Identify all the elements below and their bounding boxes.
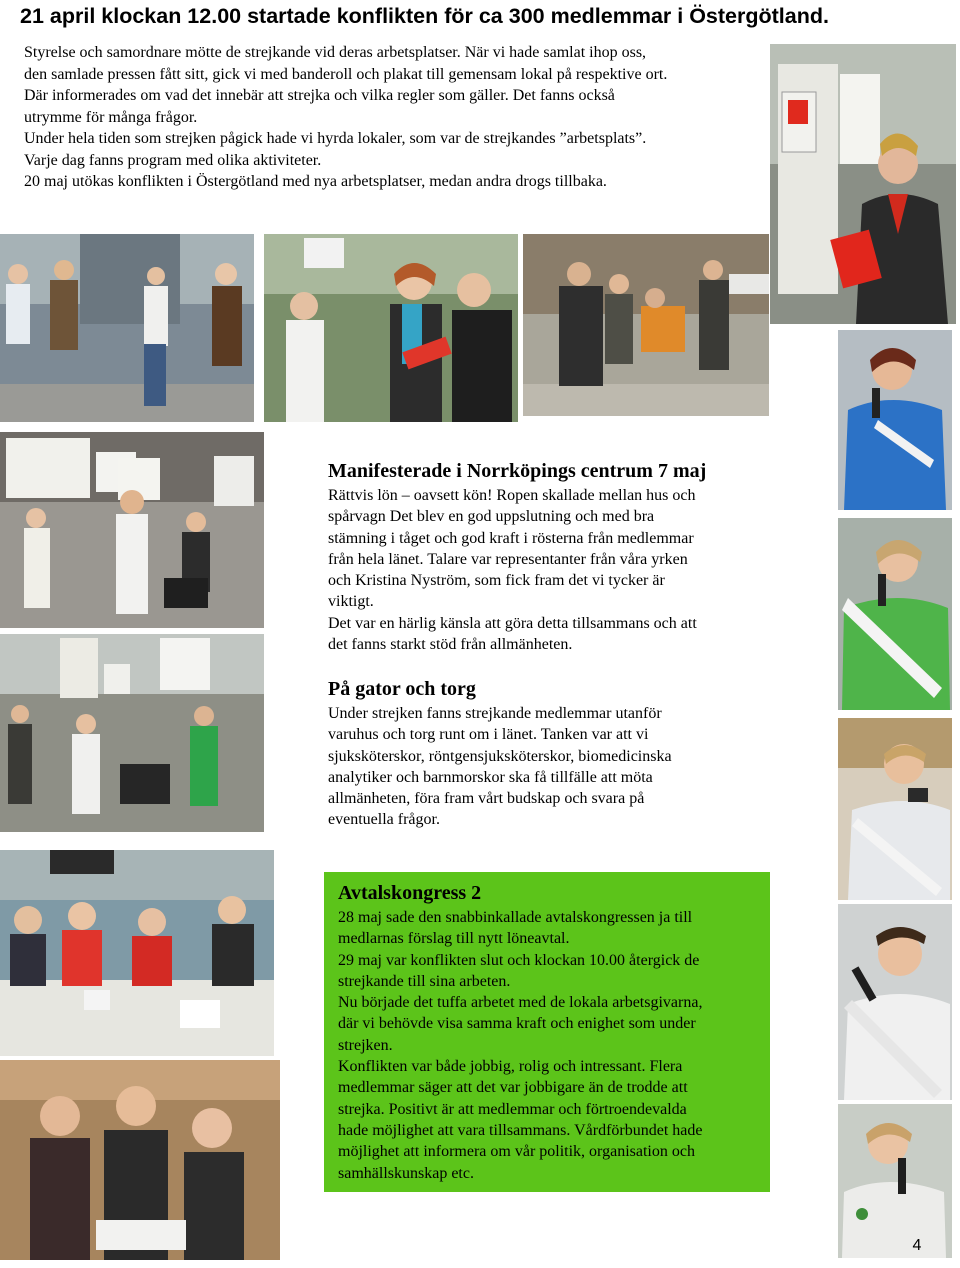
intro-line: Varje dag fanns program med olika aktiviteter.: [24, 151, 322, 169]
body-line: Nu började det tuffa arbetet med de lokala arbetsgivarna,: [338, 994, 703, 1012]
body-line: varuhus och torg runt om i länet. Tanken var att vi: [328, 726, 649, 744]
section-manifest: [328, 460, 808, 655]
body-line: 29 maj var konflikten slut och klockan 10.00 återgick de: [338, 951, 700, 969]
body-line: spårvagn Det blev en god uppslutning och med bra: [328, 508, 655, 526]
body-line: hade möjlighet att vara tillsammans. Vårdförbundet hade: [338, 1121, 703, 1139]
body-line: samhällskunskap etc.: [338, 1164, 474, 1182]
body-line: Rättvis lön – oavsett kön! Ropen skallade mellan hus och: [328, 487, 696, 504]
photo-street-group: [0, 234, 254, 422]
section-heading: På gator och torg: [328, 678, 476, 700]
body-line: där vi behövde visa samma kraft och enighet som under: [338, 1015, 696, 1033]
body-line: viktigt.: [328, 593, 374, 611]
photo-march-signs: [0, 432, 264, 628]
photo-march-placards: [0, 634, 264, 832]
photo-speaker-green-sash: [838, 518, 952, 710]
section-heading: Manifesterade i Norrköpings centrum 7 maj: [328, 460, 707, 482]
section-torg: [328, 678, 808, 831]
intro-text: [24, 42, 754, 193]
photo-cameraman-street: [523, 234, 769, 416]
body-line: medlarnas förslag till nytt löneavtal.: [338, 930, 570, 948]
body-line: strejka. Positivt är att medlemmar och förtroendevalda: [338, 1100, 687, 1118]
body-line: sjuksköterskor, röntgensjuksköterskor, biomedicinska: [328, 747, 672, 765]
section-body: [328, 703, 808, 831]
section-body: [328, 485, 808, 655]
photo-speaker-man-mic: [838, 904, 952, 1100]
body-line: stämning i tåget och god kraft i rösterna från medlemmar: [328, 529, 694, 547]
body-line: medlemmar säger att det var jobbigare än de trodde att: [338, 1079, 688, 1097]
body-line: strejken.: [338, 1036, 393, 1054]
avtal-box: [324, 872, 770, 1192]
photo-strejk-woman-door: [770, 44, 956, 324]
intro-line: Under hela tiden som strejken pågick hade vi hyrda lokaler, som var de strejkandes ”arbetsplats”.: [24, 130, 647, 147]
photo-speaker-man-glasses: [838, 718, 952, 900]
intro-line: 20 maj utökas konflikten i Östergötland med nya arbetsplatser, medan andra drogs tillbaka.: [24, 173, 607, 190]
intro-line: den samlade pressen fått sitt, gick vi med banderoll och plakat till gemensam lokal på respektive ort.: [24, 65, 668, 83]
photo-speaker-blue: [838, 330, 952, 510]
body-line: eventuella frågor.: [328, 811, 440, 829]
body-line: 28 maj sade den snabbinkallade avtalskongressen ja till: [338, 909, 693, 926]
intro-line: Styrelse och samordnare mötte de strejkande vid deras arbetsplatser. När vi hade samlat ihop oss,: [24, 44, 647, 61]
intro-line: Där informerades om vad det innebär att strejka och vilka regler som gäller. Det fanns också: [24, 87, 615, 104]
body-line: Under strejken fanns strejkande medlemmar utanför: [328, 705, 662, 722]
photo-speaker-woman-mic: [838, 1104, 952, 1258]
page-title: 21 april klockan 12.00 startade konflikten för ca 300 medlemmar i Östergötland.: [20, 4, 829, 28]
page-number: 4: [912, 1237, 922, 1254]
photo-reporter-notebook: [264, 234, 518, 422]
body-line: strejkande till sina arbeten.: [338, 972, 511, 990]
body-line: allmänheten, föra fram vårt budskap och svara på: [328, 790, 645, 808]
body-line: Det var en härlig känsla att göra detta tillsammans och att: [328, 614, 697, 632]
body-line: det fanns starkt stöd från allmänheten.: [328, 636, 573, 654]
body-line: analytiker och barnmorskor ska få tillfälle att möta: [328, 768, 653, 786]
section-heading: Avtalskongress 2: [338, 882, 482, 904]
section-body: [338, 907, 756, 1184]
body-line: från hela länet. Talare var representanter från våra yrken: [328, 550, 688, 568]
intro-line: utrymme för många frågor.: [24, 108, 198, 126]
body-line: och Kristina Nyström, som fick fram det vi tycker är: [328, 572, 665, 590]
body-line: möjlighet att informera om vår politik, organisation och: [338, 1143, 695, 1161]
body-line: Konflikten var både jobbig, rolig och intressant. Flera: [338, 1058, 683, 1076]
photo-meeting-discussion: [0, 1060, 280, 1260]
photo-meeting-table: [0, 850, 274, 1056]
